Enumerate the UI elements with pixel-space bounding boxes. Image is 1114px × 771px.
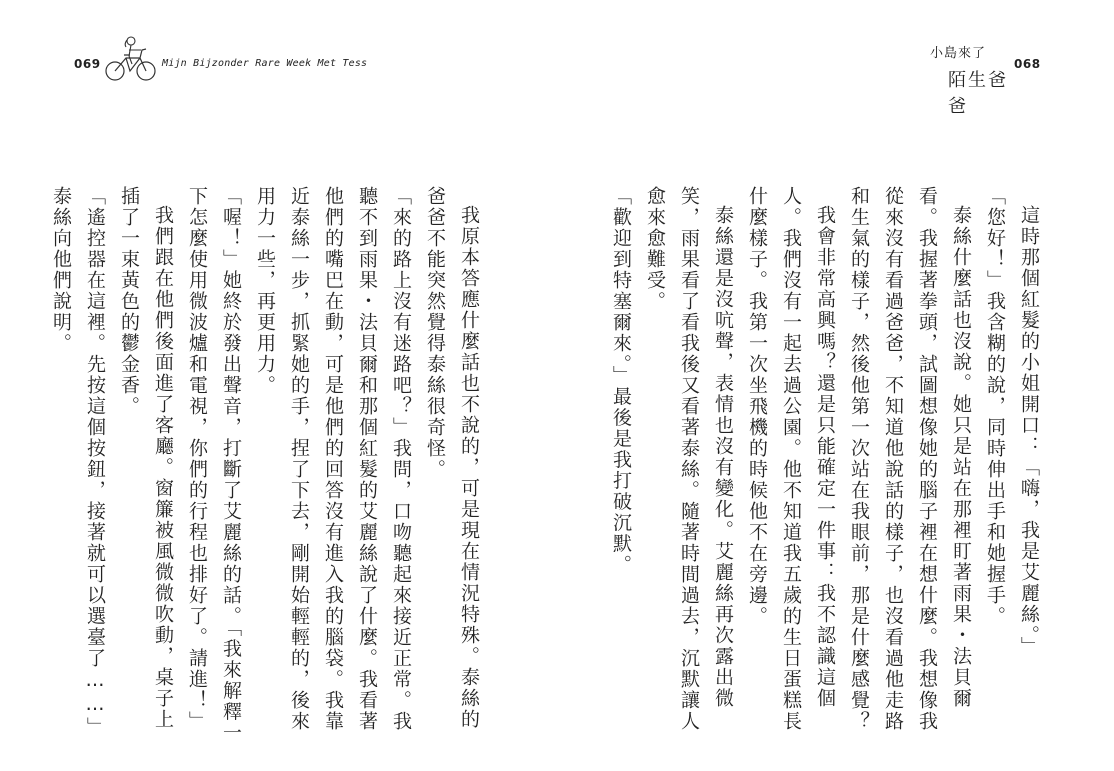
paragraph: 我們跟在他們後面進了客廳。窗簾被風微微吹動，桌子上插了一束黃色的鬱金香。 (118, 186, 174, 730)
paragraph: 「喔！」她終於發出聲音，打斷了艾麗絲的話。「我來解釋一下怎麼使用微波爐和電視，你們的行程也排好了。請進！」 (186, 186, 242, 744)
right-page-text (580, 186, 1046, 746)
left-page-number: 069 (74, 57, 101, 71)
paragraph: 我原本答應什麼話也不說的，可是現在情況特殊。泰絲的爸爸不能突然覺得泰絲很奇怪。 (424, 186, 480, 730)
girl-on-bicycle-illustration (104, 36, 158, 82)
right-page-number: 068 (1014, 57, 1041, 71)
chinese-title-logo (930, 42, 1010, 117)
running-title: Mijn Bijzonder Rare Week Met Tess (162, 58, 368, 69)
chinese-title-line-2: 陌生爸爸 (948, 70, 1008, 117)
paragraph: 「來的路上沒有迷路吧？」我問，口吻聽起來接近正常。我聽不到雨果・法貝爾和那個紅髮的艾麗絲說了什麼。我看著他們的嘴巴在動，可是他們的回答沒有進入我的腦袋。我靠近泰絲一步，抓緊她的手，捏了下去，剛開始輕輕的，後來用力一些，再更用力。 (254, 186, 412, 732)
paragraph: 泰絲還是沒吭聲，表情也沒有變化。艾麗絲再次露出微笑，雨果看了看我後又看著泰絲。隨著時間過去，沉默讓人愈來愈難受。 (644, 186, 734, 732)
left-page-text (50, 186, 486, 746)
paragraph: 泰絲什麼話也沒說。她只是站在那裡盯著雨果・法貝爾看。我握著拳頭，試圖想像她的腦子裡在想什麼。我想像我從來沒有看過爸爸，不知道他說話的樣子，也沒看過他走路和生氣的樣子，然後他第一次站在我眼前，那是什麼感覺？ (848, 186, 972, 732)
paragraph: 「遙控器在這裡。先按這個按鈕，接著就可以選臺了……」泰絲向他們說明。 (50, 186, 106, 738)
paragraph: 「您好！」我含糊的說，同時伸出手和她握手。 (984, 186, 1006, 627)
paragraph: 我會非常高興嗎？還是只能確定一件事：我不認識這個人。我們沒有一起去過公園。他不知道我五歲的生日蛋糕長什麼樣子。我第一次坐飛機的時候他不在旁邊。 (746, 186, 836, 732)
paragraph: 「歡迎到特塞爾來。」最後是我打破沉默。 (610, 186, 632, 576)
paragraph: 這時那個紅髮的小姐開口：「嗨，我是艾麗絲。」 (1018, 205, 1040, 658)
chinese-title-line-1: 小島來了 (930, 46, 987, 61)
